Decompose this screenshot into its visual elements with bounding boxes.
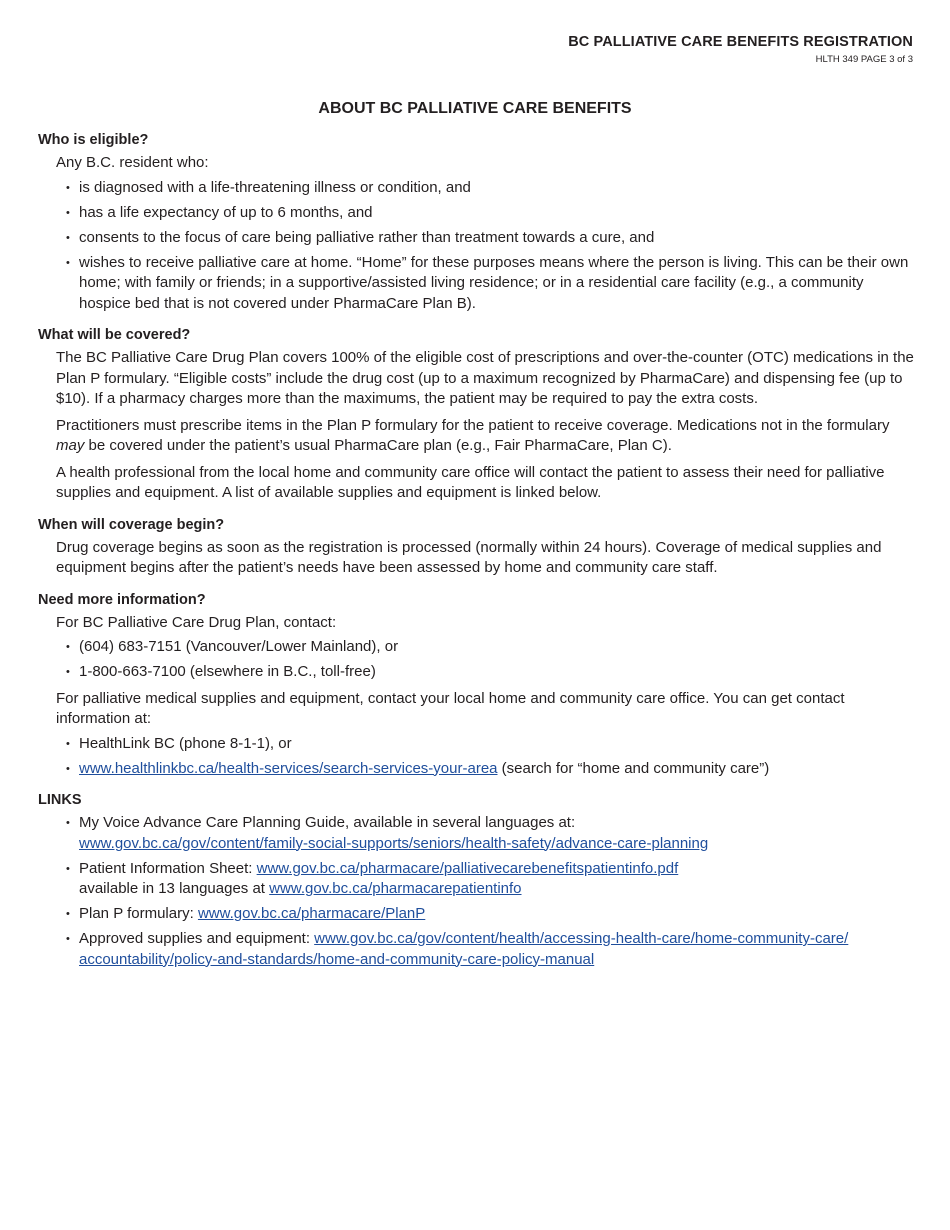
page-header (568, 34, 913, 65)
healthlink-search-link[interactable]: www.healthlinkbc.ca/health-services/search-services-your-area (79, 759, 498, 777)
links-title: LINKS (38, 792, 82, 808)
list-item (66, 929, 914, 970)
section-main-title: ABOUT BC PALLIATIVE CARE BENEFITS (318, 100, 632, 117)
list-item: • has a life expectancy of up to 6 months, and (66, 203, 914, 224)
list-item: • wishes to receive palliative care at home. “Home” for these purposes means where the person is living. This can be their own home; with family or friends; in a supportive/assisted living residence; or in a residential care facility (e.g., a community hospice bed that is not covered under PharmaCare Plan B). (66, 253, 914, 315)
info-paragraph-2: For palliative medical supplies and equipment, contact your local home and community care office. You can get contact information at: (56, 689, 845, 727)
form-title: BC PALLIATIVE CARE BENEFITS REGISTRATION (568, 34, 913, 50)
covered-p2-emphasis: may (56, 437, 85, 454)
info-intro: For BC Palliative Care Drug Plan, contact: (56, 613, 337, 631)
list-item (66, 759, 914, 780)
begin-paragraph: Drug coverage begins as soon as the registration is processed (normally within 24 hours). Coverage of medical supplies and equipment begins after the patient’s needs have been assessed by home and community care staff. (56, 538, 882, 576)
form-id: HLTH 349 PAGE 3 of 3 (815, 54, 913, 65)
planp-link[interactable]: www.gov.bc.ca/pharmacare/PlanP (197, 905, 426, 922)
covered-title: What will be covered? (38, 327, 191, 343)
planp-text: Plan P formulary: (79, 905, 198, 922)
list-item (66, 904, 914, 925)
info-section (38, 591, 914, 780)
eligible-intro: Any B.C. resident who: (56, 154, 209, 171)
list-item: • (604) 683-7151 (Vancouver/Lower Mainland), or (66, 637, 914, 658)
begin-section (38, 516, 914, 579)
pis-lang-text: available in 13 languages at (79, 880, 270, 897)
pis-lang-link[interactable]: www.gov.bc.ca/pharmacarepatientinfo (269, 880, 522, 897)
approved-link-line-2[interactable]: accountability/policy-and-standards/home-and-community-care-policy-manual (79, 950, 595, 968)
pis-text: Patient Information Sheet: (79, 859, 257, 877)
begin-title: When will coverage begin? (38, 516, 225, 533)
eligible-section (38, 131, 914, 314)
covered-section (38, 326, 914, 504)
covered-paragraph-1: The BC Palliative Care Drug Plan covers 100% of the eligible cost of prescriptions and over-the-counter (OTC) medications in the Plan P formulary. “Eligible costs” include the drug cost (up to a maximum recognized by PharmaCare) and dispensing fee (up to $10). If a pharmacy charges more than the maximums, the patient may be required to pay the extra costs. (56, 349, 914, 407)
list-item: • HealthLink BC (phone 8-1-1), or (66, 734, 914, 755)
list-item (66, 813, 914, 854)
covered-p2-end: be covered under the patient’s usual PharmaCare plan (e.g., Fair PharmaCare, Plan C). (88, 437, 672, 454)
pis-link[interactable]: www.gov.bc.ca/pharmacare/palliativecarebenefitspatientinfo.pdf (256, 859, 679, 877)
list-item (66, 859, 914, 900)
myvoice-link[interactable]: www.gov.bc.ca/gov/content/family-social-supports/seniors/health-safety/advance-care-planning (79, 834, 709, 852)
healthlink-search-note: (search for “home and community care”) (497, 759, 770, 777)
approved-link-line-1[interactable]: www.gov.bc.ca/gov/content/health/accessing-health-care/home-community-care/ (314, 930, 849, 947)
covered-p2-start: Practitioners must prescribe items in the Plan P formulary for the patient to receive coverage. Medications not in the formulary (56, 416, 890, 434)
approved-text: Approved supplies and equipment: (79, 930, 315, 947)
list-item: • 1-800-663-7100 (elsewhere in B.C., toll-free) (66, 662, 914, 683)
list-item: • is diagnosed with a life-threatening illness or condition, and (66, 178, 914, 199)
phone-list (56, 637, 914, 683)
eligible-list (56, 178, 914, 315)
links-list (38, 813, 914, 970)
contact-list (56, 734, 914, 780)
links-section (38, 791, 914, 970)
list-item: • consents to the focus of care being palliative rather than treatment towards a cure, and (66, 228, 914, 249)
covered-paragraph-2 (56, 416, 914, 457)
eligible-title: Who is eligible? (38, 132, 149, 148)
myvoice-text: My Voice Advance Care Planning Guide, available in several languages at: (79, 814, 576, 831)
covered-paragraph-3: A health professional from the local home and community care office will contact the patient to assess their need for palliative supplies and equipment. A list of available supplies and equipment is linked below. (56, 463, 885, 501)
info-title: Need more information? (38, 591, 206, 608)
document-content (38, 131, 914, 982)
